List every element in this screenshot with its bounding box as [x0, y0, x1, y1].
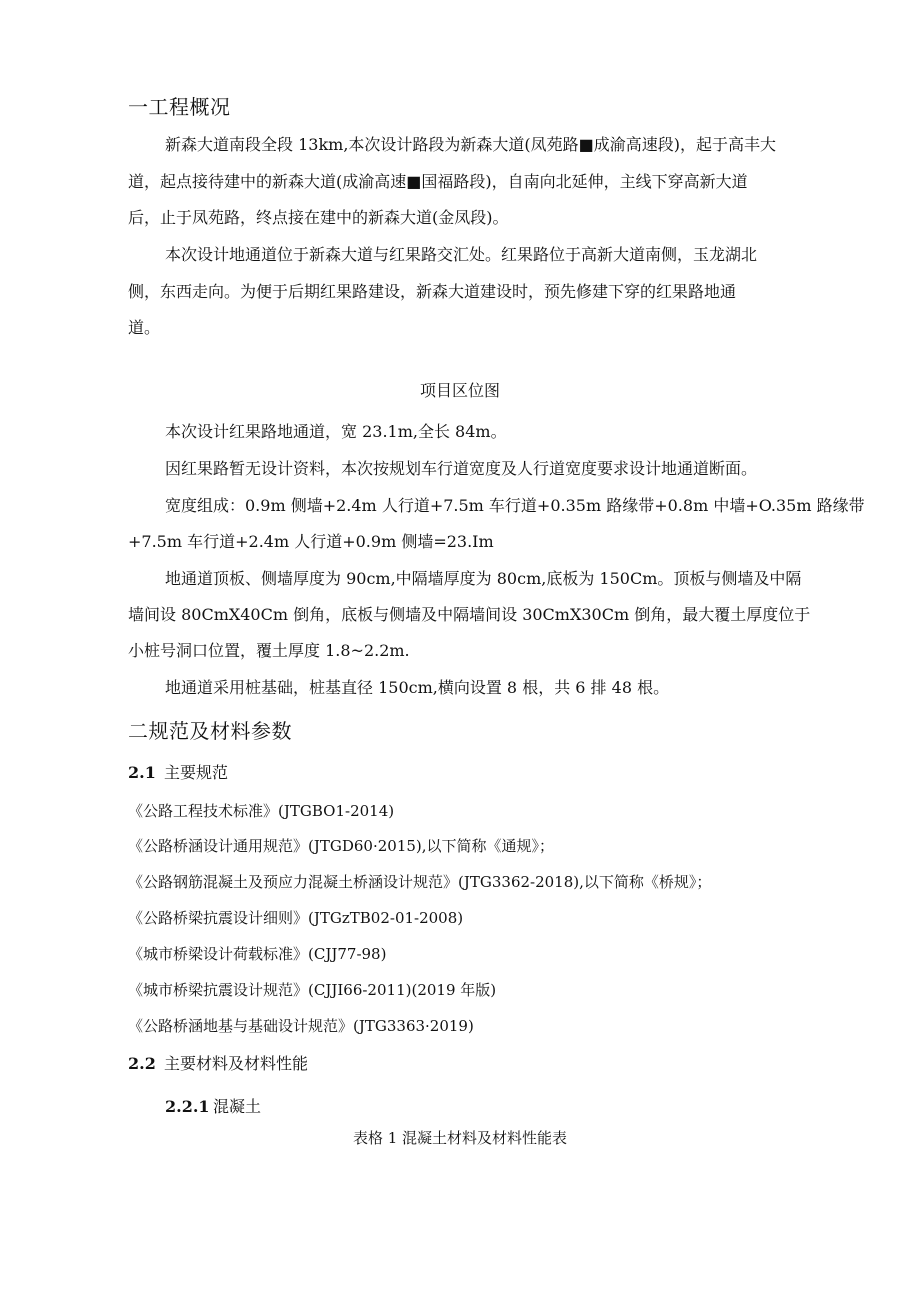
heading-number: 2.2.1 — [165, 1097, 210, 1116]
spec-item: 《公路钢筋混凝土及预应力混凝土桥涵设计规范》(JTG3362-2018),以下简称《桥规》； — [128, 873, 712, 891]
paragraph-line: 因红果路暂无设计资料，本次按规划车行道宽度及人行道宽度要求设计地通道断面。 — [165, 459, 758, 478]
paragraph-line: 小桩号洞口位置，覆土厚度 1.8~2.2m. — [128, 641, 410, 660]
section-title-specs: 二规范及材料参数 — [128, 719, 292, 743]
paragraph-line: 侧，东西走向。为便于后期红果路建设，新森大道建设时，预先修建下穿的红果路地通 — [128, 282, 737, 301]
heading-text: 主要材料及材料性能 — [164, 1054, 309, 1073]
paragraph-line: 地通道采用桩基础，桩基直径 150cm,横向设置 8 根，共 6 排 48 根。 — [165, 678, 670, 697]
spec-item: 《城市桥梁设计荷载标准》(CJJ77-98) — [128, 945, 387, 963]
spec-item: 《城市桥梁抗震设计规范》(CJJI66-2011)(2019 年版) — [128, 981, 497, 999]
heading-text: 主要规范 — [164, 763, 229, 782]
section-title-overview: 一工程概况 — [128, 95, 231, 119]
paragraph-line: 本次设计地通道位于新森大道与红果路交汇处。红果路位于高新大道南侧，玉龙湖北 — [165, 245, 758, 264]
paragraph-line: +7.5m 车行道+2.4m 人行道+0.9m 侧墙=23.Im — [128, 532, 494, 551]
spec-item: 《公路桥涵地基与基础设计规范》(JTG3363·2019) — [128, 1017, 474, 1035]
subheading-2-2 — [128, 1053, 308, 1075]
heading-number: 2.2 — [128, 1054, 156, 1073]
spec-item: 《公路桥梁抗震设计细则》(JTGzTB02-01-2008) — [128, 909, 464, 927]
paragraph-line: 道。 — [128, 318, 161, 337]
paragraph-line: 墙间设 80CmX40Cm 倒角，底板与侧墙及中隔墙间设 30CmX30Cm 倒角，最大覆土厚度位于 — [128, 605, 811, 624]
paragraph-line: 本次设计红果路地通道，宽 23.1m,全长 84m。 — [165, 422, 507, 441]
paragraph-line: 宽度组成：0.9m 侧墙+2.4m 人行道+7.5m 车行道+0.35m 路缘带+0.8m 中墙+O.35m 路缘带 — [165, 496, 865, 515]
paragraph-line: 道，起点接待建中的新森大道(成渝高速■国福路段)，自南向北延伸，主线下穿高新大道 — [128, 172, 748, 191]
heading-number: 2.1 — [128, 763, 156, 782]
spec-item: 《公路工程技术标准》(JTGBO1-2014) — [128, 802, 395, 820]
figure-caption: 项目区位图 — [419, 381, 500, 400]
paragraph-line: 新森大道南段全段 13km,本次设计路段为新森大道(凤苑路■成渝高速段)，起于高丰大 — [165, 135, 777, 154]
paragraph-line: 地通道顶板、侧墙厚度为 90cm,中隔墙厚度为 80cm,底板为 150Cm。顶板与侧墙及中隔 — [165, 569, 802, 588]
subheading-2-1 — [128, 762, 228, 784]
spec-item: 《公路桥涵设计通用规范》(JTGD60·2015),以下简称《通规》； — [128, 837, 555, 855]
heading-text: 混凝土 — [213, 1097, 262, 1116]
subheading-2-2-1 — [165, 1096, 261, 1118]
paragraph-line: 后，止于凤苑路，终点接在建中的新森大道(金凤段)。 — [128, 208, 509, 227]
table-caption: 表格 1 混凝土材料及材料性能表 — [352, 1129, 568, 1147]
